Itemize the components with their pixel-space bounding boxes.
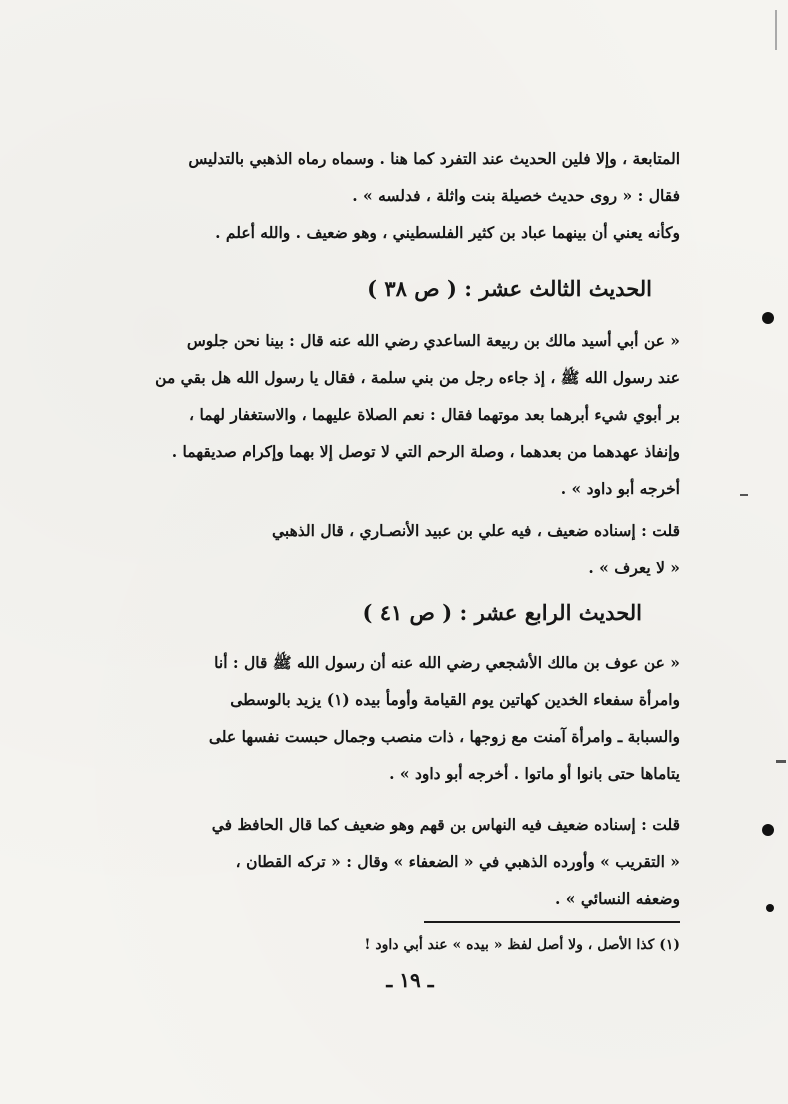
text-line: والسبابة ـ وامرأة آمنت مع زوجها ، ذات منصب وجمال حبست نفسها على (208, 727, 680, 746)
text-line: يتاماها حتى بانوا أو ماتوا . أخرجه أبو داود » . (389, 764, 680, 783)
paragraph-3 (150, 512, 680, 586)
text-line: قلت : إسناده ضعيف فيه النهاس بن قهم وهو ضعيف كما قال الحافظ في (211, 815, 680, 834)
text-line: أخرجه أبو داود » . (560, 479, 680, 498)
text-line: عند رسول الله ﷺ ، إذ جاءه رجل من بني سلمة ، فقال يا رسول الله هل بقي من (155, 368, 680, 387)
text-line: وضعفه النسائي » . (554, 889, 680, 908)
footnote-separator (424, 921, 680, 923)
paragraph-4 (150, 644, 680, 792)
text-line: فقال : « روى حديث خصيلة بنت واثلة ، فدلسه » . (352, 186, 680, 205)
scan-edge (775, 10, 777, 50)
text-line: « عن أبي أسيد مالك بن ربيعة الساعدي رضي الله عنه قال : بينا نحن جلوس (186, 331, 680, 350)
text-line: « عن عوف بن مالك الأشجعي رضي الله عنه أن رسول الله ﷺ قال : أنا (214, 653, 680, 672)
page-number: ـ ١٩ ـ (386, 968, 434, 992)
ink-blot (762, 312, 774, 324)
text-line: قلت : إسناده ضعيف ، فيه علي بن عبيد الأنصـاري ، قال الذهبي (272, 521, 680, 540)
hadith-13-heading: الحديث الثالث عشر : ( ص ٣٨ ) (367, 276, 652, 301)
text-line: بر أبوي شيء أبرهما بعد موتهما فقال : نعم الصلاة عليهما ، والاستغفار لهما ، (189, 405, 680, 424)
text-line: وامرأة سفعاء الخدين كهاتين يوم القيامة وأومأ بيده (١) يزيد بالوسطى (230, 690, 680, 709)
text-line: المتابعة ، وإلا فلين الحديث عند التفرد كما هنا . وسماه رماه الذهبي بالتدليس (188, 149, 680, 168)
text-line: « التقريب » وأورده الذهبي في « الضعفاء » وقال : « تركه القطان ، (235, 852, 680, 871)
text-line: وإنفاذ عهدهما من بعدهما ، وصلة الرحم التي لا توصل إلا بهما وإكرام صديقهما . (171, 442, 680, 461)
ink-blot (766, 904, 774, 912)
text-line: وكأنه يعني أن بينهما عباد بن كثير الفلسطيني ، وهو ضعيف . والله أعلم . (215, 223, 680, 242)
text-line: « لا يعرف » . (588, 558, 680, 577)
scan-mark (740, 494, 748, 496)
ink-blot (762, 824, 774, 836)
scan-mark (776, 760, 786, 763)
paragraph-2 (150, 322, 680, 507)
paragraph-1 (150, 140, 680, 251)
footnote: (١) كذا الأصل ، ولا أصل لفظ « بيده » عند أبي داود ! (364, 937, 680, 953)
paragraph-5 (150, 806, 680, 917)
hadith-14-heading: الحديث الرابع عشر : ( ص ٤١ ) (362, 600, 642, 625)
